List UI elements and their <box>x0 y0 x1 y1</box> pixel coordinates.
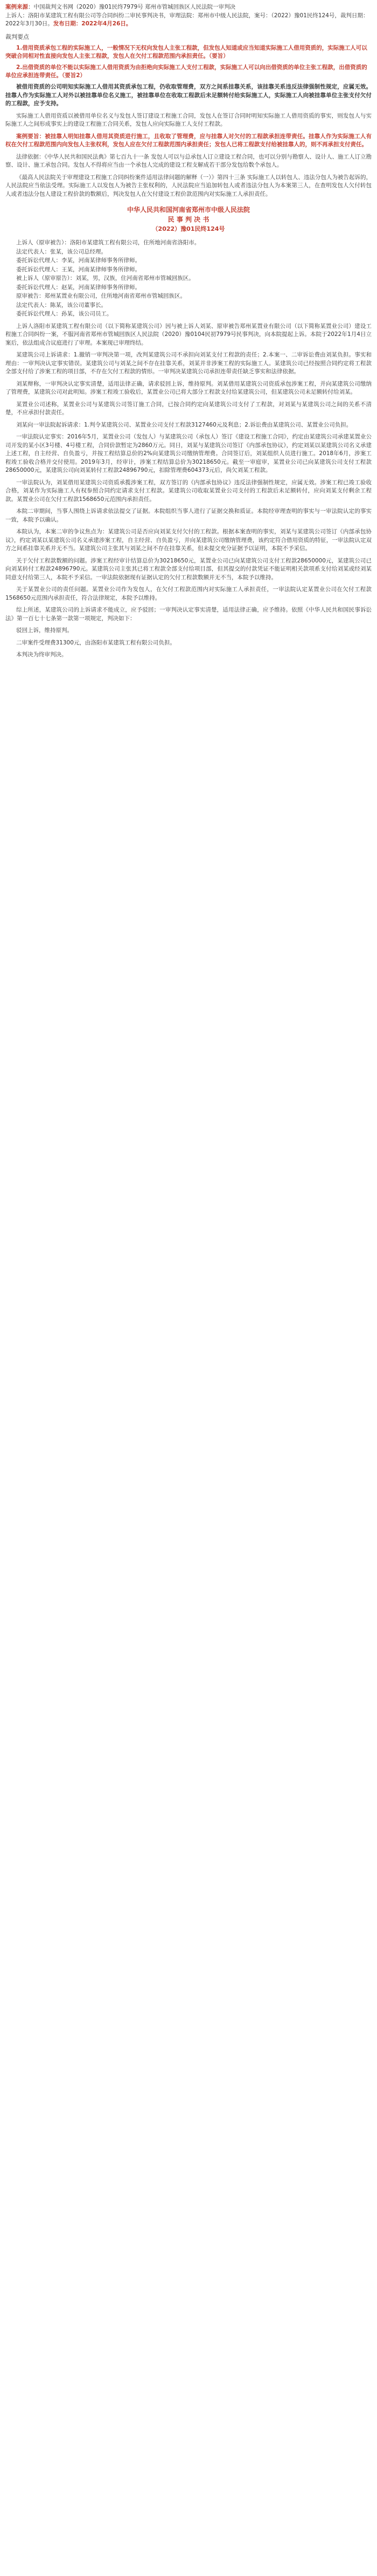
case-source-date: 发布日期：2022年4月26日。 <box>53 20 132 27</box>
document-type: 民 事 判 决 书 <box>167 216 210 223</box>
body-paragraph: 关于欠付工程款数额的问题。涉案工程经审计结算总价为30218650元，某置业公司已向某建筑公司支付工程款28650000元，某建筑公司已向刘某转付工程款24896790元。某建筑公司主张其已将工程款全部支付给项目部，但其提交的付款凭证不能证明相关款项系支付给刘某或经刘某同意支付给第三人，本院不予采信。一审法院依据现有证据认定的欠付工程款数额并无不当，本院予以维持。 <box>5 557 372 581</box>
analysis-para-3: 案例要旨：被挂靠人明知挂靠人借用其资质进行施工，且收取了管理费，应与挂靠人对欠付的工程款承担连带责任。挂靠人作为实际施工人有权在欠付工程款范围内向发包人主张权利，发包人应在欠付工程款范围内承担责任；发包人已将工程款支付给被挂靠人的，则不再承担支付责任。 <box>5 133 372 148</box>
body-paragraph: 某建筑公司上诉请求：1.撤销一审判决第一项，改判某建筑公司不承担向刘某支付工程款的责任；2.本案一、二审诉讼费由刘某负担。事实和理由：一审判决认定事实错误。某建筑公司与刘某之间不存在挂靠关系，刘某并非涉案工程的实际施工人。某建筑公司已经按照合同约定将工程款全部支付给了涉案工程的项目部，不存在欠付工程款的情形。一审判决某建筑公司承担连带责任缺乏事实和法律依据。 <box>5 352 372 375</box>
body-paragraph: 本判决为终审判决。 <box>16 651 67 658</box>
party-line: 委托诉讼代理人：王某，河南某律师事务所律师。 <box>16 266 141 273</box>
case-source-text: ：中国裁判文书网（2020）豫01民终7979号 郑州市管城回族区人民法院一审判决 <box>28 4 236 10</box>
body-paragraph: 关于某置业公司的责任问题。某置业公司作为发包人，在欠付工程款范围内对实际施工人承担责任，一审法院认定某置业公司在欠付工程款1568650元范围内承担责任，符合法律规定，本院予以维持。 <box>5 586 372 601</box>
judgment-header <box>5 205 372 233</box>
body-paragraph: 综上所述，某建筑公司的上诉请求不能成立，应予驳回；一审判决认定事实清楚，适用法律正确，应予维持。依照《中华人民共和国民事诉讼法》第一百七十七条第一款第一项规定，判决如下： <box>5 607 372 622</box>
case-source-line2 <box>5 12 372 28</box>
case-source-text2: 上诉人：洛阳市某建筑工程有限公司等合同纠纷二审民事判决书，审理法院：郑州市中级人民法院，案号：（2022）豫01民终124号，裁判日期：2022年3月30日。 <box>5 12 369 27</box>
court-name: 中华人民共和国河南省郑州市中级人民法院 <box>127 206 250 214</box>
gist-point-2: 2.出借资质的单位不能以实际施工人借用资质为由拒绝向实际施工人支付工程款，实际施工人可以向出借资质的单位主张工程款，出借资质的单位应承担连带责任。（要旨2） <box>5 64 367 79</box>
party-line: 委托诉讼代理人：孙某，该公司员工。 <box>16 311 113 317</box>
body-paragraph: 本院认为，本案二审的争议焦点为：某建筑公司是否应向刘某支付欠付的工程款。根据本案查明的事实，刘某与某建筑公司签订《内部承包协议》，约定刘某以某建筑公司名义承建涉案工程，自主经营、自负盈亏，并向某建筑公司缴纳管理费，该约定符合借用资质的特征，一审法院认定双方之间系挂靠关系并无不当。某建筑公司主张其与刘某之间不存在挂靠关系，但未提交充分证据予以证明，本院不予采信。 <box>5 528 372 552</box>
body-paragraph: 一审法院认定事实：2016年5月，某置业公司（发包人）与某建筑公司（承包人）签订《建设工程施工合同》，约定由某建筑公司承建某置业公司开发的某小区3号楼、4号楼工程，合同价款暂定为2860万元。同日，刘某与某建筑公司签订《内部承包协议》，约定刘某以某建筑公司名义承建上述工程，自主经营、自负盈亏，并按工程结算总价的2%向某建筑公司缴纳管理费。合同签订后，刘某组织人员进行施工。2018年6月，涉案工程竣工验收合格并交付使用。2019年3月，经审计，涉案工程结算总价为30218650元。截至一审庭审，某置业公司已向某建筑公司支付工程款28650000元，某建筑公司向刘某转付工程款24896790元，扣除管理费604373元后，尚欠刘某工程款。 <box>5 434 372 473</box>
party-line: 法定代表人：陈某，该公司董事长。 <box>16 301 107 308</box>
party-line: 原审被告：郑州某置业有限公司，住所地河南省郑州市管城回族区。 <box>16 293 186 299</box>
body-paragraph: 刘某向一审法院起诉请求：1.判令某建筑公司、某置业公司支付工程款3127460元及利息；2.诉讼费由某建筑公司、某置业公司负担。 <box>16 421 352 428</box>
body-paragraph: 一审法院认为，刘某借用某建筑公司资质承揽涉案工程，双方签订的《内部承包协议》违反法律强制性规定，应属无效。涉案工程已竣工验收合格，刘某作为实际施工人有权参照合同约定请求支付工程款。某建筑公司收取某置业公司支付的工程款后未足额转付，应向刘某支付剩余工程款。某置业公司在欠付工程款1568650元范围内承担责任。 <box>5 479 372 503</box>
body-paragraph: 驳回上诉，维持原判。 <box>16 627 73 634</box>
body-paragraph: 上诉人洛阳市某建筑工程有限公司（以下简称某建筑公司）因与被上诉人刘某、原审被告郑州某置业有限公司（以下简称某置业公司）建设工程施工合同纠纷一案，不服河南省郑州市管城回族区人民法院（2020）豫0104民初7979号民事判决，向本院提起上诉。本院于2022年1月4日立案后，依法组成合议庭进行了审理。本案现已审理终结。 <box>5 322 372 346</box>
party-line: 被上诉人（原审原告）：刘某，男，汉族，住河南省郑州市管城回族区。 <box>16 275 194 281</box>
analysis-para-1: 被借用资质的公司明知实际施工人借用其资质承包工程，仍收取管理费，双方之间系挂靠关系，该挂靠关系违反法律强制性规定，应属无效。挂靠人作为实际施工人对外以被挂靠单位名义施工，被挂靠单位在收取工程款后未足额转付给实际施工人，实际施工人向被挂靠单位主张支付欠付的工程款，应予支持。 <box>5 84 372 107</box>
gist-heading: 裁判要点 <box>5 33 29 40</box>
gist-point-1: 1.借用资质承包工程的实际施工人，一般情况下无权向发包人主张工程款，但发包人知道或应当知道实际施工人借用资质的，实际施工人可以突破合同相对性直接向发包人主张工程款，发包人在欠付工程款范围内承担责任。（要旨） <box>5 45 367 59</box>
party-line: 法定代表人：张某，该公司总经理。 <box>16 248 107 255</box>
party-line: 委托诉讼代理人：李某，河南某律师事务所律师。 <box>16 257 141 264</box>
body-paragraph: 某置业公司述称，某置业公司与某建筑公司签订施工合同，已按合同约定向某建筑公司支付了工程款，对刘某与某建筑公司之间的关系不清楚，不应承担付款责任。 <box>5 401 372 416</box>
case-number: （2022）豫01民终124号 <box>152 225 225 232</box>
case-source-label: 案例来源 <box>5 4 28 10</box>
body-paragraph: 二审案件受理费31300元，由洛阳市某建筑工程有限公司负担。 <box>16 639 176 646</box>
case-source <box>5 3 372 11</box>
body-paragraph: 本院二审期间，当事人围绕上诉请求依法提交了证据。本院组织当事人进行了证据交换和质证。本院经审理查明的事实与一审法院认定的事实一致，本院予以确认。 <box>5 508 372 523</box>
body-paragraph: 刘某辩称，一审判决认定事实清楚，适用法律正确，请求驳回上诉，维持原判。刘某借用某建筑公司资质承包涉案工程，并向某建筑公司缴纳了管理费，某建筑公司对此明知。涉案工程竣工验收后，某置业公司已将大部分工程款支付给某建筑公司，但某建筑公司未足额转付给刘某。 <box>5 380 372 395</box>
law-para-1: 法律依据：《中华人民共和国民法典》第七百九十一条 发包人可以与总承包人订立建设工程合同，也可以分别与勘察人、设计人、施工人订立勘察、设计、施工承包合同。发包人不得将应当由一个承包人完成的建设工程支解成若干部分发包给数个承包人。 <box>5 153 372 168</box>
analysis-para-2: 实际施工人借用资质以被借用单位名义与发包人签订建设工程施工合同，发包人在签订合同时明知实际施工人借用资质的事实，则发包人与实际施工人之间形成事实上的建设工程施工合同关系，发包人应向实际施工人支付工程款。 <box>5 112 372 127</box>
law-para-2: 《最高人民法院关于审理建设工程施工合同纠纷案件适用法律问题的解释（一）》第四十三条 实际施工人以转包人、违法分包人为被告起诉的，人民法院应当依法受理。实际施工人以发包人为被告主张权利的，人民法院应当追加转包人或者违法分包人为本案第三人，在查明发包人欠付转包人或者违法分包人建设工程价款的数额后，判决发包人在欠付建设工程价款范围内对实际施工人承担责任。 <box>5 174 372 197</box>
party-line: 委托诉讼代理人：赵某，河南某律师事务所律师。 <box>16 284 141 291</box>
party-line: 上诉人（原审被告）：洛阳市某建筑工程有限公司，住所地河南省洛阳市。 <box>16 239 200 246</box>
